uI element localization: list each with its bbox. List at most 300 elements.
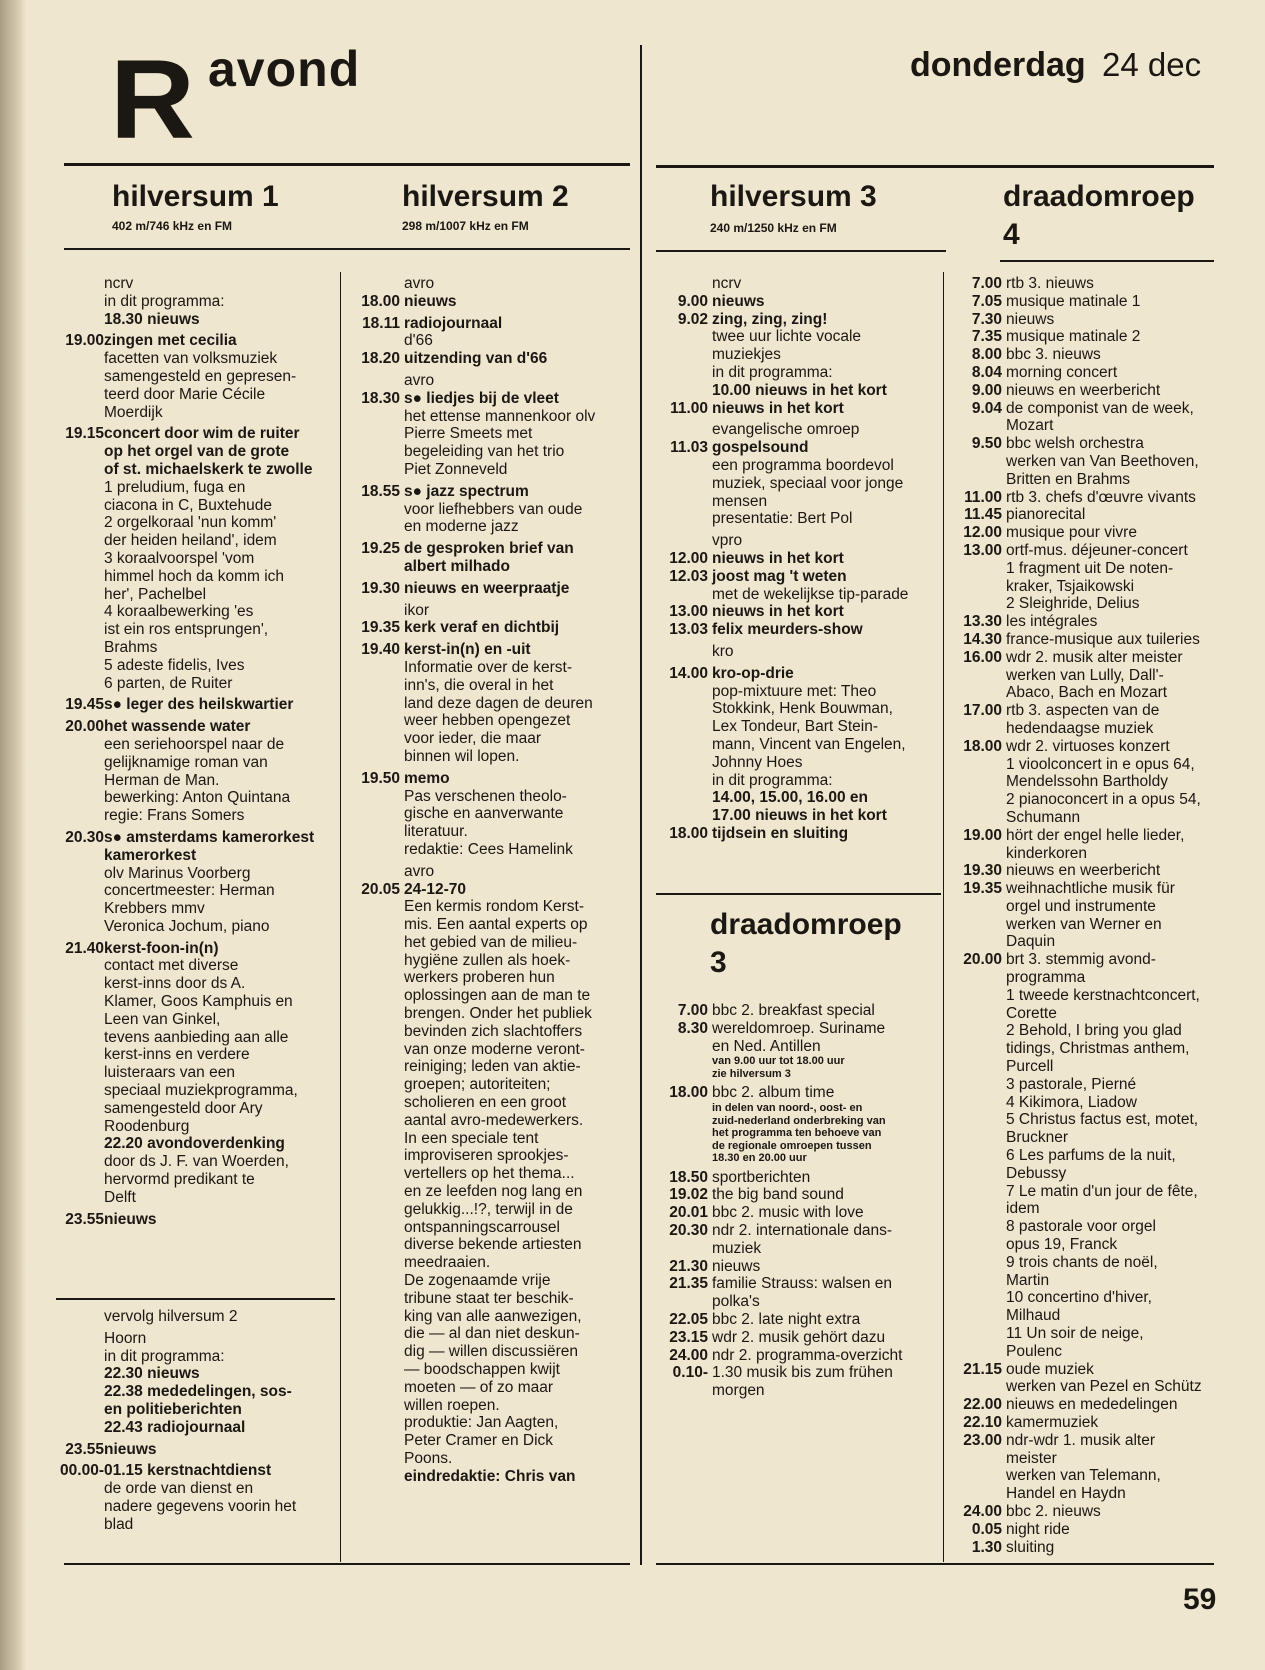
- entry-text: kerst-foon-in(n): [104, 939, 219, 957]
- schedule-entry: [344, 641, 639, 659]
- entry-time: 19.00: [65, 332, 104, 350]
- schedule-entry: [946, 738, 1241, 827]
- entry-text: de orde van dienst en nadere gegevens voorin het blad: [104, 1480, 297, 1533]
- entry-time: 8.00: [971, 346, 1002, 364]
- schedule-entry: [344, 619, 639, 637]
- schedule-hilversum-1: [52, 275, 342, 1228]
- entry-time: 20.05: [361, 880, 400, 898]
- entry-time: 19.15: [65, 425, 104, 443]
- entry-time: 18.50: [669, 1168, 708, 1186]
- entry-time: 19.30: [963, 862, 1002, 880]
- schedule-entry: [946, 400, 1241, 436]
- entry-text: Hoorn in dit programma:: [104, 1329, 225, 1365]
- entry-text: contact met diverse kerst-inns door ds A. Klamer, Goos Kamphuis en Leen van Ginkel, tevens aanbieding aan alle kerst-inns en verdere luisteraars van een speciaal muziekprogramma, samengesteld door Ary Roodenburg: [104, 957, 298, 1135]
- schedule-entry: [52, 1462, 342, 1480]
- entry-text: nieuws en weerbericht: [1006, 381, 1161, 399]
- schedule-entry: [52, 293, 342, 311]
- schedule-entry: [946, 613, 1241, 631]
- box-rule-top-left: [56, 1298, 335, 1300]
- entry-time: 9.50: [971, 435, 1002, 453]
- entry-time: 21.40: [65, 939, 104, 957]
- entry-text: ikor: [404, 601, 429, 619]
- schedule-entry: [344, 881, 639, 899]
- schedule-entry: [52, 865, 342, 936]
- schedule-entry: [652, 665, 942, 683]
- entry-text: bbc 3. nieuws: [1006, 346, 1101, 364]
- entry-text: s● leger des heilskwartier: [104, 696, 294, 714]
- entry-time: 8.04: [971, 363, 1002, 381]
- entry-time: 13.30: [963, 613, 1002, 631]
- schedule-entry: [652, 643, 942, 661]
- entry-text: avro: [404, 371, 435, 389]
- schedule-entry: [52, 718, 342, 736]
- schedule-entry: [344, 350, 639, 368]
- entry-text: oude muziek werken van Pezel en Schütz: [1006, 1360, 1202, 1396]
- entry-text: nieuws in het kort: [712, 603, 844, 621]
- entry-time: 9.02: [677, 310, 708, 328]
- entry-time: 11.00: [964, 488, 1002, 506]
- schedule-entry: [652, 1311, 942, 1329]
- schedule-entry: [652, 568, 942, 586]
- schedule-entry: [652, 293, 942, 311]
- schedule-entry: [52, 1330, 342, 1366]
- entry-time: 14.00: [669, 664, 708, 682]
- schedule-entry: [652, 1186, 942, 1204]
- entry-text: sportberichten: [712, 1168, 811, 1186]
- entry-time: 7.35: [971, 328, 1002, 346]
- station-frequency-hilversum-2: 298 m/1007 kHz en FM: [402, 219, 529, 233]
- schedule-entry: [344, 659, 639, 766]
- schedule-entry: [652, 1169, 942, 1187]
- date: 24 dec: [1102, 46, 1202, 83]
- header-rule-right: [656, 165, 1214, 168]
- schedule-entry: [344, 580, 639, 598]
- entry-text: nieuws en mededelingen: [1006, 1396, 1178, 1414]
- schedule-entry: [946, 649, 1241, 702]
- schedule-entry: [946, 862, 1241, 880]
- entry-text: kerst-in(n) en -uit: [404, 641, 531, 659]
- schedule-entry: [52, 1365, 342, 1436]
- entry-time: 7.00: [971, 275, 1002, 292]
- entry-text: musique matinale 1: [1006, 292, 1141, 310]
- entry-text: kamermuziek: [1006, 1414, 1099, 1431]
- entry-time: 20.00: [963, 951, 1002, 969]
- schedule-entry: [946, 524, 1241, 542]
- schedule-entry: [652, 683, 942, 790]
- station-name-draadomroep-3: draadomroep 3: [710, 908, 902, 979]
- entry-text: in dit programma:: [104, 292, 225, 310]
- schedule-entry: [52, 350, 342, 421]
- station-name-hilversum-3: hilversum 3: [710, 180, 877, 213]
- entry-time: 21.15: [963, 1360, 1002, 1378]
- entry-time: 11.45: [964, 506, 1002, 524]
- entry-text: nieuws in het kort: [712, 399, 844, 417]
- entry-time: 17.00: [963, 702, 1002, 720]
- schedule-entry: [652, 586, 942, 604]
- schedule-entry: [52, 311, 342, 329]
- entry-time: 12.00: [963, 524, 1002, 542]
- schedule-entry: [652, 457, 942, 528]
- schedule-entry: [344, 602, 639, 620]
- schedule-entry: [652, 1002, 942, 1020]
- schedule-entry: [652, 275, 942, 293]
- schedule-entry: [652, 621, 942, 639]
- station-rule-d4: [1000, 260, 1214, 262]
- schedule-entry: [652, 1347, 942, 1365]
- schedule-entry: [52, 479, 342, 693]
- entry-text: 1 preludium, fuga en ciacona in C, Buxtehude 2 orgelkoraal 'nun komm' der heiden heiland', idem 3 koraalvoorspel 'vom himmel hoch da komm ich her', Pachelbel 4 koraalbewerking 'es ist ein ros entsprungen', Brahms 5 adeste fidelis, Ives 6 parten, de Ruiter: [104, 478, 285, 692]
- entry-text: kro: [712, 642, 734, 660]
- schedule-entry: [52, 736, 342, 825]
- schedule-entry: [652, 1055, 942, 1080]
- schedule-entry: [946, 542, 1241, 613]
- entry-text: les intégrales: [1006, 613, 1098, 631]
- entry-time: 18.20: [361, 350, 400, 368]
- entry-text: d'66: [404, 332, 433, 350]
- entry-time: 0.05: [971, 1520, 1002, 1538]
- schedule-entry: [344, 788, 639, 859]
- entry-text: memo: [404, 769, 450, 787]
- entry-text: ndr 2. internationale dans- muziek: [712, 1222, 893, 1257]
- entry-time: 23.00: [963, 1431, 1002, 1449]
- entry-time: 16.00: [963, 648, 1002, 666]
- entry-text: pianorecital: [1006, 506, 1086, 524]
- entry-text: radiojournaal: [404, 314, 503, 332]
- entry-time: 7.00: [677, 1002, 708, 1019]
- entry-time: 7.05: [971, 292, 1002, 310]
- entry-text: bbc 2. music with love: [712, 1204, 864, 1222]
- entry-text: brt 3. stemmig avond- programma 1 tweede kerstnachtconcert, Corette 2 Behold, I bring you glad tidings, Christmas anthem, Purcell 3 pastorale, Pierné 4 Kikimora, Liadow 5 Christus factus est, motet, Bruckner 6 Les parfums de la nuit, Debussy 7 Le matin d'un jour de fête, idem 8 pastorale voor orgel opus 19, Franck 9 trois chants de noël, Martin 10 concertino d'hiver, Milhaud 11 Un soir de neige, Poulenc: [1006, 951, 1200, 1360]
- schedule-entry: [946, 880, 1241, 951]
- entry-time: 19.25: [361, 540, 400, 558]
- entry-text: felix meurders-show: [712, 621, 863, 639]
- entry-text: olv Marinus Voorberg concertmeester: Herman Krebbers mmv Veronica Jochum, piano: [104, 864, 275, 935]
- schedule-entry: [946, 1503, 1241, 1521]
- entry-time: 11.03: [670, 439, 708, 457]
- schedule-entry: [946, 293, 1241, 311]
- entry-text: nieuws en weerbericht: [1006, 862, 1161, 880]
- entry-text: pop-mixtuure met: Theo Stokkink, Henk Bouwman, Lex Tondeur, Bart Stein- mann, Vincent van Engelen, Johnny Hoes in dit programma:: [712, 682, 906, 789]
- schedule-entry: [652, 328, 942, 381]
- station-rule-right: [656, 250, 946, 252]
- entry-time: 19.02: [669, 1186, 708, 1204]
- entry-text: night ride: [1006, 1520, 1070, 1538]
- entry-text: het wassende water: [104, 718, 251, 736]
- schedule-entry: [344, 275, 639, 293]
- schedule-entry: [946, 631, 1241, 649]
- box-rule-top-right: [656, 893, 941, 895]
- entry-time: 12.00: [669, 549, 708, 567]
- schedule-entry: [52, 275, 342, 293]
- schedule-entry: [946, 702, 1241, 738]
- entry-text: musique pour vivre: [1006, 524, 1137, 542]
- entry-text: s● jazz spectrum: [404, 482, 529, 500]
- schedule-entry: [344, 770, 639, 788]
- schedule-entry: [52, 425, 342, 478]
- schedule-entry: [344, 390, 639, 408]
- entry-time: 21.30: [669, 1257, 708, 1275]
- binding-shadow: [0, 0, 26, 1670]
- entry-time: 19.00: [963, 826, 1002, 844]
- schedule-entry: [344, 483, 639, 501]
- entry-text: zing, zing, zing!: [712, 310, 828, 328]
- entry-time: 9.00: [677, 292, 708, 310]
- schedule-entry: [652, 532, 942, 550]
- schedule-entry: [52, 940, 342, 958]
- weekday: donderdag: [910, 46, 1086, 84]
- schedule-entry: [652, 1102, 942, 1165]
- entry-text: twee uur lichte vocale muziekjes in dit programma:: [712, 328, 862, 381]
- entry-text: nieuws: [712, 292, 765, 310]
- schedule-entry: [946, 346, 1241, 364]
- schedule-entry: [652, 382, 942, 400]
- schedule-entry: [52, 1441, 342, 1459]
- entry-time: 23.55: [65, 1210, 104, 1228]
- entry-text: bbc 2. nieuws: [1006, 1502, 1101, 1520]
- schedule-entry: [946, 328, 1241, 346]
- schedule-entry: [652, 1364, 942, 1400]
- schedule-entry: [946, 506, 1241, 524]
- entry-text: met de wekelijkse tip-parade: [712, 585, 909, 603]
- entry-time: 13.03: [669, 621, 708, 639]
- schedule-entry: [344, 315, 639, 333]
- schedule-entry: [52, 332, 342, 350]
- entry-text: in delen van noord-, oost- en zuid-nederland onderbreking van het programma ten behoeve van de regionale omroepen tussen 18.30 en 20.00 uur: [712, 1102, 886, 1165]
- entry-text: wdr 2. virtuoses konzert 1 vioolconcert in e opus 64, Mendelssohn Bartholdy 2 pianoconcert in a opus 54, Schumann: [1006, 737, 1201, 826]
- entry-time: 20.01: [669, 1204, 708, 1222]
- entry-time: 20.30: [669, 1222, 708, 1240]
- schedule-entry: [652, 603, 942, 621]
- schedule-entry: [652, 825, 942, 843]
- entry-text: 1.30 musik bis zum frühen morgen: [712, 1364, 893, 1400]
- entry-text: sluiting: [1006, 1538, 1055, 1556]
- entry-text: ncrv: [712, 275, 742, 292]
- schedule-entry: [946, 1414, 1241, 1432]
- entry-text: 01.15 kerstnachtdienst: [104, 1462, 272, 1480]
- entry-text: bbc 2. breakfast special: [712, 1002, 875, 1019]
- entry-text: 14.00, 15.00, 16.00 en 17.00 nieuws in het kort: [712, 789, 887, 825]
- schedule-hilversum-3: [652, 275, 942, 843]
- entry-time: 18.00: [361, 292, 400, 310]
- entry-text: nieuws en weerpraatje: [404, 579, 570, 597]
- schedule-entry: [52, 696, 342, 714]
- entry-time: 0.10-: [672, 1364, 708, 1382]
- entry-time: 00.00-: [60, 1462, 104, 1480]
- schedule-vervolg-hilversum-2: [52, 1308, 342, 1534]
- schedule-entry: [652, 550, 942, 568]
- schedule-entry: [652, 421, 942, 439]
- entry-text: een programma boordevol muziek, speciaal voor jonge mensen presentatie: Bert Pol: [712, 456, 904, 528]
- entry-time: 22.10: [963, 1414, 1002, 1431]
- schedule-entry: [946, 1521, 1241, 1539]
- entry-text: facetten van volksmuziek samengesteld en gepresen- teerd door Marie Cécile Moerdijk: [104, 350, 297, 421]
- schedule-draadomroep-4: [946, 275, 1241, 1556]
- header-rule-left: [64, 163, 630, 166]
- entry-text: familie Strauss: walsen en polka's: [712, 1275, 893, 1311]
- entry-time: 19.35: [963, 880, 1002, 898]
- footer-rule-left: [64, 1563, 630, 1565]
- entry-text: rtb 3. aspecten van de hedendaagse muziek: [1006, 702, 1160, 737]
- schedule-entry: [946, 275, 1241, 293]
- entry-time: 18.30: [361, 389, 400, 407]
- entry-time: 22.05: [669, 1311, 708, 1329]
- schedule-entry: [652, 1258, 942, 1276]
- schedule-entry: [344, 863, 639, 881]
- entry-time: 18.00: [669, 824, 708, 842]
- entry-text: evangelische omroep: [712, 421, 860, 439]
- schedule-entry: [52, 957, 342, 1135]
- schedule-entry: [946, 1396, 1241, 1414]
- entry-time: 24.00: [669, 1346, 708, 1364]
- entry-time: 19.35: [361, 619, 400, 637]
- entry-text: bbc 2. album time: [712, 1084, 835, 1102]
- section-letter: R: [110, 37, 195, 162]
- schedule-entry: [946, 364, 1241, 382]
- station-name-draadomroep-4: draadomroep 4: [1003, 180, 1195, 251]
- entry-text: voor liefhebbers van oude en moderne jazz: [404, 500, 583, 536]
- entry-time: 13.00: [669, 603, 708, 621]
- entry-text: avro: [404, 275, 435, 292]
- entry-text: bbc welsh orchestra werken van Van Beethoven, Britten en Brahms: [1006, 435, 1199, 488]
- entry-text: nieuws in het kort: [712, 549, 844, 567]
- entry-time: 19.45: [65, 696, 104, 714]
- entry-text: de componist van de week, Mozart: [1006, 399, 1194, 435]
- entry-text: 24-12-70: [404, 880, 467, 898]
- schedule-entry: [652, 400, 942, 418]
- entry-time: 22.00: [963, 1396, 1002, 1414]
- schedule-entry: [946, 1361, 1241, 1397]
- entry-time: 21.35: [669, 1275, 708, 1293]
- entry-text: wereldomroep. Suriname en Ned. Antillen: [712, 1019, 886, 1055]
- entry-text: nieuws: [104, 1440, 157, 1458]
- schedule-entry: [344, 501, 639, 537]
- schedule-entry: [52, 1308, 342, 1326]
- entry-time: 11.00: [670, 399, 708, 417]
- entry-time: 19.30: [361, 579, 400, 597]
- entry-text: concert door wim de ruiter op het orgel van de grote of st. michaelskerk te zwolle: [104, 425, 313, 478]
- entry-time: 12.03: [669, 567, 708, 585]
- entry-text: Pas verschenen theolo- gische en aanverwante literatuur. redaktie: Cees Hamelink: [404, 787, 573, 858]
- station-rule-left: [64, 248, 630, 250]
- entry-time: 14.30: [963, 630, 1002, 648]
- schedule-entry: [652, 311, 942, 329]
- station-name-hilversum-1: hilversum 1: [112, 180, 279, 213]
- entry-text: morning concert: [1006, 363, 1118, 381]
- entry-time: 7.30: [971, 310, 1002, 328]
- schedule-entry: [52, 1153, 342, 1206]
- entry-text: ortf-mus. déjeuner-concert 1 fragment uit De noten- kraker, Tsjaikowski 2 Sleighride, Delius: [1006, 541, 1188, 613]
- entry-text: 10.00 nieuws in het kort: [712, 381, 887, 399]
- schedule-entry: [652, 439, 942, 457]
- schedule-entry: [946, 311, 1241, 329]
- entry-text: de gesproken brief van albert milhado: [404, 540, 574, 575]
- schedule-entry: [344, 372, 639, 390]
- schedule-entry: [946, 489, 1241, 507]
- schedule-entry: [652, 1222, 942, 1258]
- entry-text: 18.30 nieuws: [104, 310, 200, 328]
- entry-time: 18.11: [362, 314, 400, 332]
- schedule-entry: [344, 332, 639, 350]
- entry-text: avro: [404, 862, 435, 880]
- entry-text: eindredaktie: Chris van: [404, 1467, 576, 1485]
- entry-text: vpro: [712, 532, 743, 550]
- entry-time: 1.30: [971, 1538, 1002, 1556]
- entry-time: 23.15: [669, 1328, 708, 1346]
- entry-text: nieuws: [104, 1210, 157, 1228]
- entry-text: hört der engel helle lieder, kinderkoren: [1006, 826, 1185, 862]
- entry-time: 19.40: [361, 641, 400, 659]
- schedule-entry: [652, 1329, 942, 1347]
- entry-text: wdr 2. musik alter meister werken van Lully, Dall'- Abaco, Bach en Mozart: [1006, 648, 1183, 702]
- entry-text: joost mag 't weten: [712, 567, 847, 585]
- schedule-entry: [52, 829, 342, 865]
- entry-time: 9.00: [971, 381, 1002, 399]
- entry-text: door ds J. F. van Woerden, hervormd predikant te Delft: [104, 1153, 289, 1206]
- entry-text: 22.20 avondoverdenking: [104, 1135, 285, 1153]
- schedule-entry: [52, 1211, 342, 1229]
- entry-text: rtb 3. nieuws: [1006, 275, 1094, 292]
- schedule-entry: [344, 898, 639, 1468]
- schedule-entry: [946, 1432, 1241, 1503]
- entry-text: Informatie over de kerst- inn's, die overal in het land deze dagen de deuren weer hebben opengezet voor ieder, die maar binnen wil lopen.: [404, 658, 593, 765]
- vertical-divider-center: [640, 45, 642, 1565]
- schedule-entry: [946, 1539, 1241, 1557]
- entry-text: vervolg hilversum 2: [104, 1308, 238, 1325]
- entry-text: ncrv: [104, 275, 134, 292]
- entry-text: france-musique aux tuileries: [1006, 630, 1200, 648]
- schedule-entry: [946, 382, 1241, 400]
- entry-time: 13.00: [963, 541, 1002, 559]
- entry-text: ndr-wdr 1. musik alter meister werken van Telemann, Handel en Haydn: [1006, 1431, 1161, 1503]
- footer-rule-right: [656, 1563, 1214, 1565]
- schedule-entry: [652, 1204, 942, 1222]
- schedule-entry: [52, 1135, 342, 1153]
- entry-time: 18.00: [963, 737, 1002, 755]
- entry-text: musique matinale 2: [1006, 328, 1141, 346]
- entry-time: 18.00: [669, 1084, 708, 1102]
- schedule-hilversum-2: [344, 275, 639, 1486]
- entry-time: 9.04: [971, 399, 1002, 417]
- entry-time: 8.30: [677, 1019, 708, 1037]
- entry-text: weihnachtliche musik für orgel und instrumente werken van Werner en Daquin: [1006, 880, 1175, 951]
- station-frequency-hilversum-1: 402 m/746 kHz en FM: [112, 219, 233, 233]
- station-frequency-hilversum-3: 240 m/1250 kHz en FM: [710, 221, 837, 235]
- entry-text: s● liedjes bij de vleet: [404, 389, 559, 407]
- schedule-entry: [344, 1468, 639, 1486]
- entry-time: 18.55: [361, 482, 400, 500]
- entry-text: een seriehoorspel naar de gelijknamige roman van Herman de Man. bewerking: Anton Quintana regie: Frans Somers: [104, 735, 291, 825]
- entry-text: nieuws: [1006, 310, 1055, 328]
- entry-time: 24.00: [963, 1502, 1002, 1520]
- entry-text: uitzending van d'66: [404, 350, 548, 368]
- entry-text: gospelsound: [712, 439, 809, 457]
- page-number: 59: [1183, 1583, 1217, 1616]
- entry-text: kro-op-drie: [712, 664, 794, 682]
- entry-text: 22.30 nieuws 22.38 mededelingen, sos- en politieberichten 22.43 radiojournaal: [104, 1365, 292, 1436]
- entry-text: bbc 2. late night extra: [712, 1311, 861, 1329]
- schedule-entry: [344, 408, 639, 479]
- entry-text: van 9.00 uur tot 18.00 uur zie hilversum 3: [712, 1055, 845, 1080]
- schedule-entry: [946, 827, 1241, 863]
- entry-text: het ettense mannenkoor olv Pierre Smeets met begeleiding van het trio Piet Zonneveld: [404, 407, 596, 478]
- schedule-entry: [344, 293, 639, 311]
- entry-text: ndr 2. programma-overzicht: [712, 1346, 903, 1364]
- entry-text: nieuws: [712, 1257, 761, 1275]
- schedule-entry: [52, 1480, 342, 1533]
- entry-time: 20.30: [65, 828, 104, 846]
- column-divider-3: [943, 272, 944, 1562]
- page-title: avond: [208, 41, 361, 97]
